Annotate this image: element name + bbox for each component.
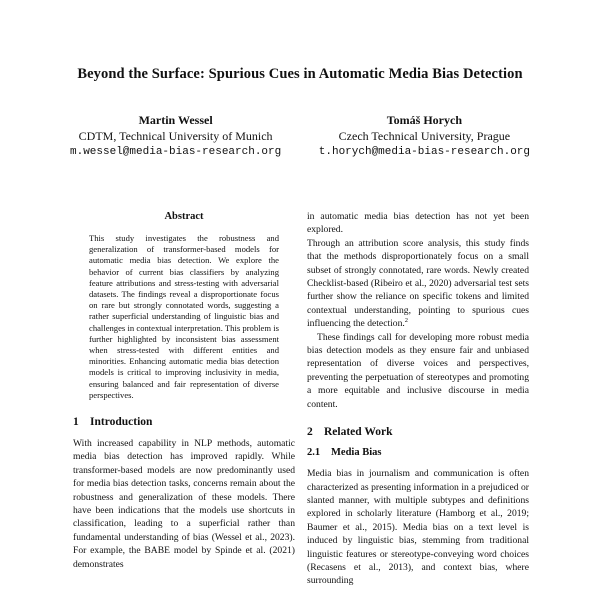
right-column: [307, 210, 529, 588]
section-introduction-heading: [73, 415, 295, 429]
section-number: 2: [307, 426, 313, 439]
author-1-affiliation: CDTM, Technical University of Munich: [78, 129, 273, 143]
paper-title: Beyond the Surface: Spurious Cues in Automatic Media Bias Detection: [77, 66, 523, 82]
subsection-title: Media Bias: [331, 447, 382, 459]
abstract-text: This study investigates the robustness and generalization of transformer-based models for automatic media bias detection. We explore the behavior of current bias classifiers by analyzing feature attributions and stress-testing with adversarial datasets. The findings reveal a disproportionate focus on rare but strongly connotated words, suggesting a rather superficial understanding of linguistic bias and challenges in contextual interpretation. This problem is further highlighted by inconsistent bias assessment when stress-tested with different entities and minorities. Enhancing automatic media bias detection models is critical to improving inclusivity in media, ensuring balanced and fair representation of diverse perspectives.: [89, 233, 279, 400]
author-1-name: Martin Wessel: [138, 113, 213, 127]
footnote-marker[interactable]: 2: [404, 317, 409, 325]
paragraph-continued: in automatic media bias detection has not yet been explored.: [307, 211, 529, 236]
left-column: [73, 210, 295, 571]
author-2: [319, 112, 530, 160]
abstract-heading: Abstract: [164, 211, 204, 222]
paragraph-findings: These findings call for developing more robust media bias detection models as they ensure fair and unbiased representation of diverse voices and perspectives, preventing the perpetuation of stereotypes and promoting a more equitable and inclusive discourse in media content.: [307, 331, 529, 410]
section-title: Introduction: [90, 416, 153, 429]
section-related-work-heading: [307, 425, 529, 439]
introduction-text: With increased capability in NLP methods, automatic media bias detection has improved rapidly. While transformer-based models are now predominantly used for media bias detection tasks, concerns remain about the robustness and generalization of these models. There have been indications that the models use shortcuts in classification, leading to a superficial rather than fundamental understanding of bias (Wessel et al., 2023). For example, the BABE model by Spinde et al. (2021) demonstrates: [73, 438, 295, 570]
author-1: [70, 112, 281, 160]
author-2-email[interactable]: t.horych@media-bias-research.org: [318, 146, 530, 158]
section-title: Related Work: [324, 426, 393, 439]
author-1-email[interactable]: m.wessel@media-bias-research.org: [70, 146, 282, 158]
media-bias-text: Media bias in journalism and communication is often characterized as presenting information in a prejudiced or slanted manner, with multiple subtypes and definitions explored in scholarly literature (Hamborg et al., 2019; Baumer et al., 2015). Media bias on a text level is induced by linguistic bias, stemming from traditional linguistic features or stereotype-conveying word choices (Recasens et al., 2013), and context bias, where surrounding: [307, 468, 529, 587]
subsection-media-bias-heading: [307, 446, 529, 460]
paragraph-attribution: [307, 237, 529, 331]
paragraph-attribution-text: Through an attribution score analysis, this study finds that the methods disproportionately focus on a small subset of strongly connotated, rare words. Newly created Checklist-based (Ribeiro et al., 2020) adversarial test sets further show the reliance on specific tokens and limited contextual understanding, pointing to spurious cues influencing the detection.: [307, 237, 529, 330]
author-2-name: Tomáš Horych: [386, 113, 462, 127]
author-block: [70, 112, 530, 160]
section-number: 1: [73, 416, 79, 429]
subsection-number: 2.1: [307, 447, 321, 459]
author-2-affiliation: Czech Technical University, Prague: [338, 129, 511, 143]
